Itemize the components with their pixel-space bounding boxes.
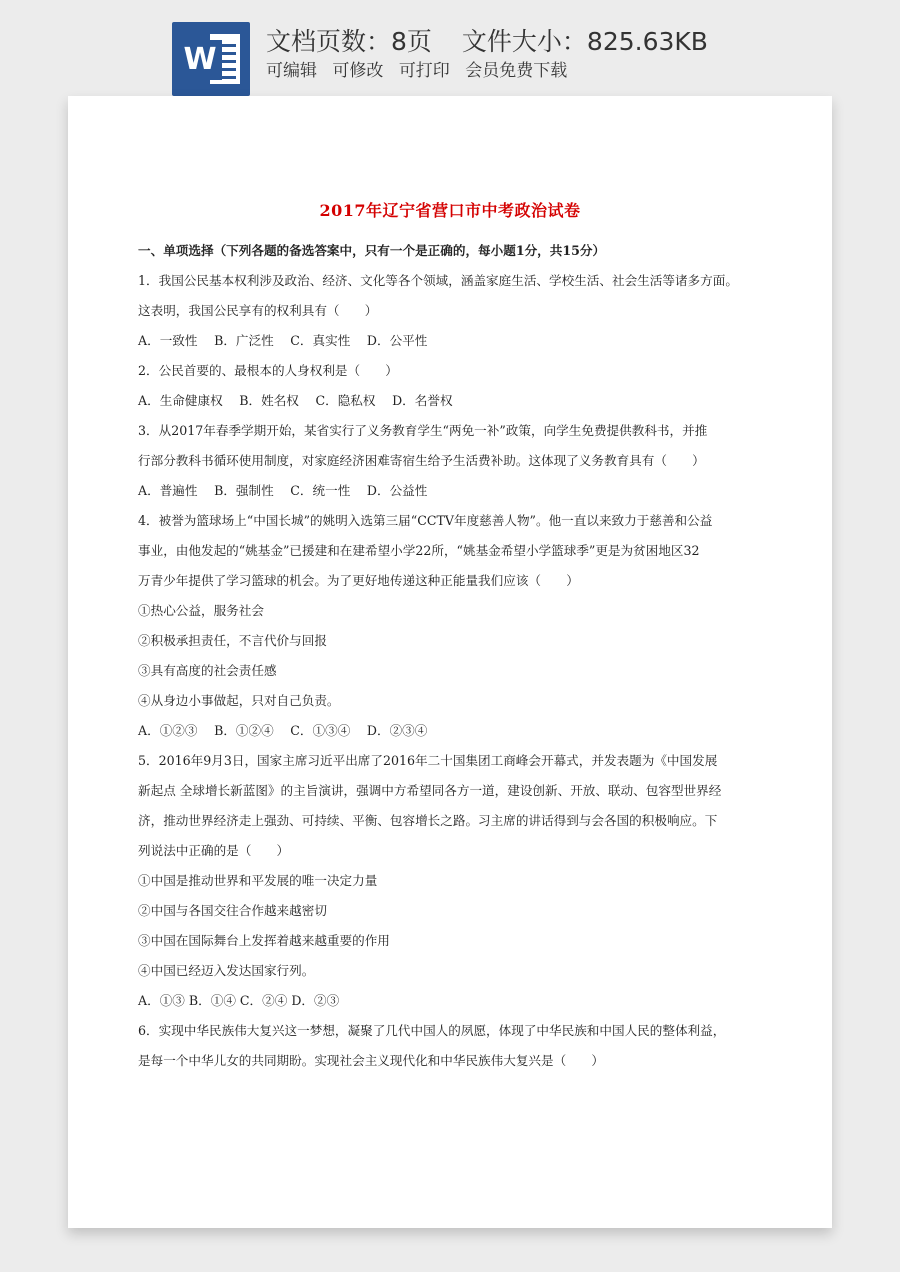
feature-member-download: 会员免费下载: [465, 61, 568, 81]
question-4-options: A．①②③ B．①②④ C．①③④ D．②③④: [138, 723, 428, 738]
question-4-statement: ①热心公益，服务社会: [138, 603, 264, 618]
question-4-text: 4．被誉为篮球场上“中国长城”的姚明入选第三届“CCTV年度慈善人物”。他一直以来致力于慈善和公益: [138, 513, 713, 528]
question-1-text: 这表明，我国公民享有的权利具有（ ）: [138, 303, 378, 318]
download-banner: [0, 0, 900, 96]
question-4-statement: ③具有高度的社会责任感: [138, 663, 277, 678]
question-3-options: A．普遍性 B．强制性 C．统一性 D．公益性: [138, 483, 428, 498]
section-heading: 一、单项选择（下列各题的备选答案中，只有一个是正确的，每小题1分，共15分）: [138, 243, 606, 258]
feature-modifiable: 可修改: [332, 61, 384, 81]
question-5-statement: ①中国是推动世界和平发展的唯一决定力量: [138, 873, 378, 888]
question-3-text: 行部分教科书循环使用制度，对家庭经济困难寄宿生给予生活费补助。这体现了义务教育具有（ ）: [138, 453, 705, 468]
question-5-statement: ②中国与各国交往合作越来越密切: [138, 903, 327, 918]
question-4-text: 事业，由他发起的“姚基金”已援建和在建希望小学22所，“姚基金希望小学篮球季”更是为贫困地区32: [138, 543, 700, 558]
question-1-options: A．一致性 B．广泛性 C．真实性 D．公平性: [138, 333, 428, 348]
question-2-text: 2．公民首要的、最根本的人身权利是（ ）: [138, 363, 398, 378]
question-6-text: 是每一个中华儿女的共同期盼。实现社会主义现代化和中华民族伟大复兴是（ ）: [138, 1053, 604, 1068]
question-4-statement: ②积极承担责任，不言代价与回报: [138, 633, 327, 648]
question-3-text: 3．从2017年春季学期开始，某省实行了义务教育学生“两免一补”政策，向学生免费提供教科书，并推: [138, 423, 708, 438]
exam-title: 2017年辽宁省营口市中考政治试卷: [319, 201, 581, 220]
word-document-icon: [172, 22, 250, 96]
word-letter: W: [178, 40, 222, 80]
question-6-text: 6．实现中华民族伟大复兴这一梦想，凝聚了几代中国人的夙愿，体现了中华民族和中国人民的整体利益，: [138, 1023, 726, 1038]
question-5-statement: ③中国在国际舞台上发挥着越来越重要的作用: [138, 933, 390, 948]
question-5-options: A．①③ B．①④ C．②④ D．②③: [138, 993, 340, 1008]
feature-list: [266, 56, 577, 81]
question-5-text: 5．2016年9月3日，国家主席习近平出席了2016年二十国集团工商峰会开幕式，并发表题为《中国发展: [138, 753, 718, 768]
question-5-text: 新起点 全球增长新蓝图》的主旨演讲，强调中方希望同各方一道，建设创新、开放、联动、包容型世界经: [138, 783, 722, 798]
question-5-text: 济，推动世界经济走上强劲、可持续、平衡、包容增长之路。习主席的讲话得到与会各国的积极响应。下: [138, 813, 718, 828]
question-2-options: A．生命健康权 B．姓名权 C．隐私权 D．名誉权: [138, 393, 453, 408]
file-meta: [266, 22, 708, 58]
question-4-statement: ④从身边小事做起，只对自己负责。: [138, 693, 340, 708]
file-size: 文件大小：825.63KB: [461, 27, 708, 56]
question-4-text: 万青少年提供了学习篮球的机会。为了更好地传递这种正能量我们应该（ ）: [138, 573, 579, 588]
question-5-text: 列说法中正确的是（ ）: [138, 843, 290, 858]
feature-editable: 可编辑: [266, 61, 317, 81]
page-count: 文档页数：8页: [266, 27, 432, 56]
question-5-statement: ④中国已经迈入发达国家行列。: [138, 963, 315, 978]
feature-printable: 可打印: [398, 61, 450, 81]
exam-content: [138, 236, 768, 1076]
question-1-text: 1．我国公民基本权利涉及政治、经济、文化等各个领域，涵盖家庭生活、学校生活、社会生活等诸多方面。: [138, 273, 738, 288]
document-page: [68, 96, 832, 1228]
